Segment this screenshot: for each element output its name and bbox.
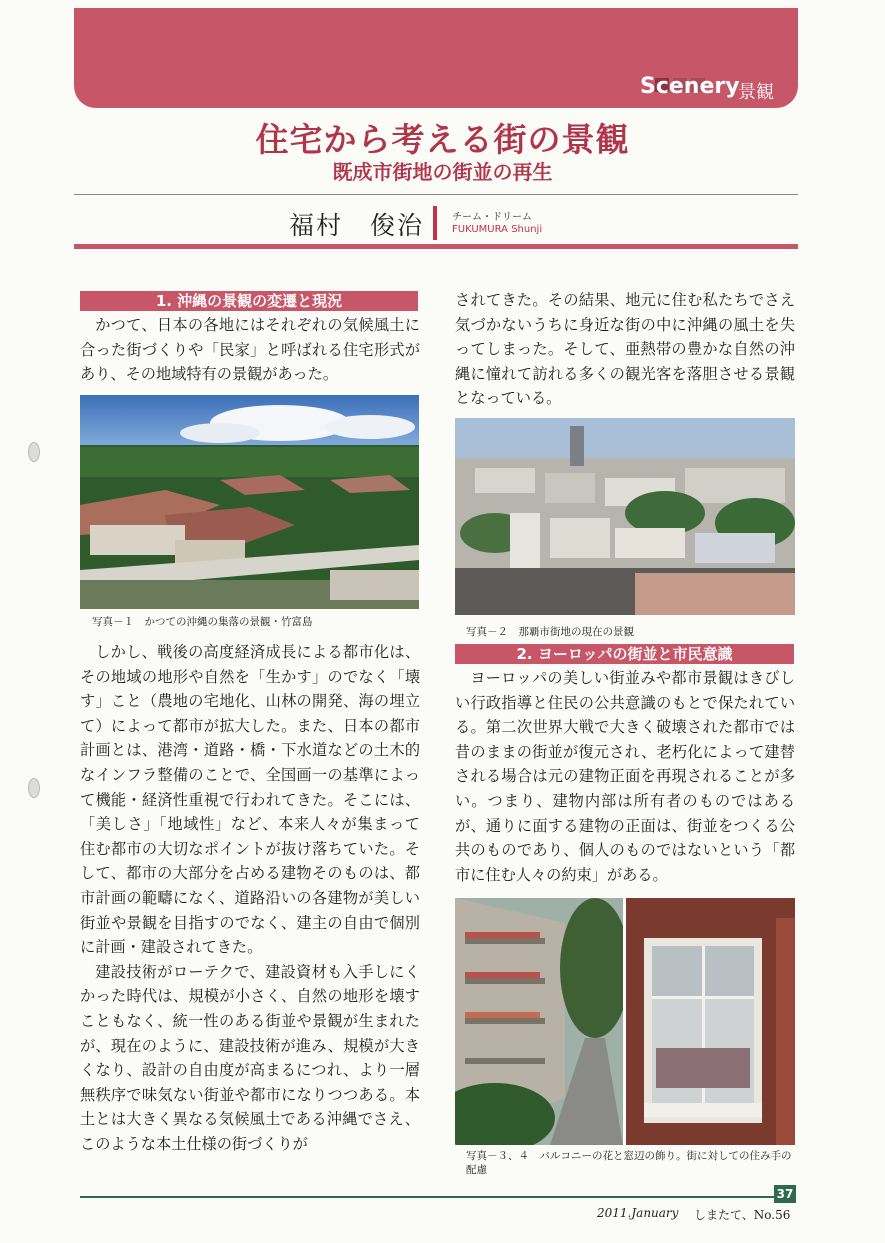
issue-date: 2011.January bbox=[597, 1206, 679, 1220]
section-label-en: Scenery bbox=[640, 74, 740, 99]
section-label-ja: 景観 bbox=[738, 82, 774, 103]
paragraph: ヨーロッパの美しい街並みや都市景観はきびしい行政指導と住民の公共意識のもとで保たれている。第二次世界大戦で大きく破壊された都市では昔のままの街並が復元され、老朽化によって建替される場合は元の建物正面を再現されることが多い。つまり、建物内部は所有者のものではあるが、通りに面する建物の正面は、街並をつくる公共のものであり、個人のものではないという「都市に住む人々の約束」がある。 bbox=[455, 669, 795, 884]
section-heading-2: 2. ヨーロッパの街並と市民意識 bbox=[455, 644, 794, 664]
section-heading-1: 1. 沖縄の景観の変遷と現況 bbox=[80, 291, 418, 311]
header-rule bbox=[74, 244, 798, 249]
divider bbox=[74, 194, 798, 195]
paragraph: しかし、戦後の高度経済成長による都市化は、その地域の地形や自然を「生かす」のでなく「壊す」こと（農地の宅地化、山林の開発、海の埋立て）によって都市が拡大した。また、日本の都市計画とは、港湾・道路・橋・下水道などの土木的なインフラ整備のことで、全国画一の基準によって機能・経済性重視で行われてきた。そこには、「美しさ」「地域性」など、本来人々が集まって住む都市の大切なポイントが抜け落ちていた。そして、都市の大部分を占める建物そのものは、都市計画の範疇になく、道路沿いの各建物が美しい街並や景観を目指すのでなく、建主の自由で個別に計画・建設されてきた。 bbox=[80, 643, 420, 957]
binder-hole bbox=[28, 778, 40, 798]
paragraph: かつて、日本の各地にはそれぞれの気候風土に合った街づくりや「民家」と呼ばれる住宅形式があり、その地域特有の景観があった。 bbox=[80, 316, 420, 384]
footer-rule bbox=[80, 1196, 796, 1198]
photo-naha-cityscape bbox=[455, 418, 795, 615]
photo-caption-1: 写真－１ かつての沖縄の集落の景観・竹富島 bbox=[92, 616, 313, 628]
body-text bbox=[80, 313, 420, 387]
author-name-en: FUKUMURA Shunji bbox=[452, 224, 543, 235]
body-text bbox=[455, 288, 795, 411]
article-title: 住宅から考える街の景観 bbox=[255, 120, 630, 159]
page-number: 37 bbox=[774, 1185, 796, 1203]
binder-hole bbox=[28, 442, 40, 462]
paragraph: されてきた。その結果、地元に住む私たちでさえ気づかないうちに身近な街の中に沖縄の風土を失ってしまった。そして、亜熱帯の豊かな自然の沖縄に憧れて訪れる多くの観光客を落胆させる景観となっている。 bbox=[455, 291, 795, 408]
photo-balcony-flowers bbox=[455, 898, 623, 1145]
author-affiliation: チーム・ドリーム bbox=[452, 212, 532, 223]
photo-caption-2: 写真－２ 那覇市街地の現在の景観 bbox=[466, 626, 634, 638]
photo-window-decoration bbox=[626, 898, 795, 1145]
author-divider bbox=[433, 206, 437, 240]
photo-caption-3-4: 写真－３、４ バルコニーの花と窓辺の飾り。街に対しての住み手の配慮 bbox=[466, 1150, 792, 1176]
paragraph: 建設技術がローテクで、建設資材も入手しにくかった時代は、規模が小さく、自然の地形を壊すこともなく、統一性のある街並や景観が生まれたが、現在のように、建設技術が進み、規模が大きくなり、設計の自由度が高まるにつれ、より一層無秩序で味気ない街並や都市になりつつある。本土とは大きく異なる気候風土である沖縄でさえ、このような本土仕様の街づくりが bbox=[80, 962, 420, 1153]
author-name: 福村 俊治 bbox=[289, 211, 425, 240]
article-subtitle: 既成市街地の街並の再生 bbox=[332, 160, 553, 184]
photo-taketomi-village bbox=[80, 395, 419, 609]
body-text bbox=[455, 666, 795, 887]
body-text bbox=[80, 640, 420, 1156]
publication-name: しまたて、No.56 bbox=[694, 1208, 791, 1222]
